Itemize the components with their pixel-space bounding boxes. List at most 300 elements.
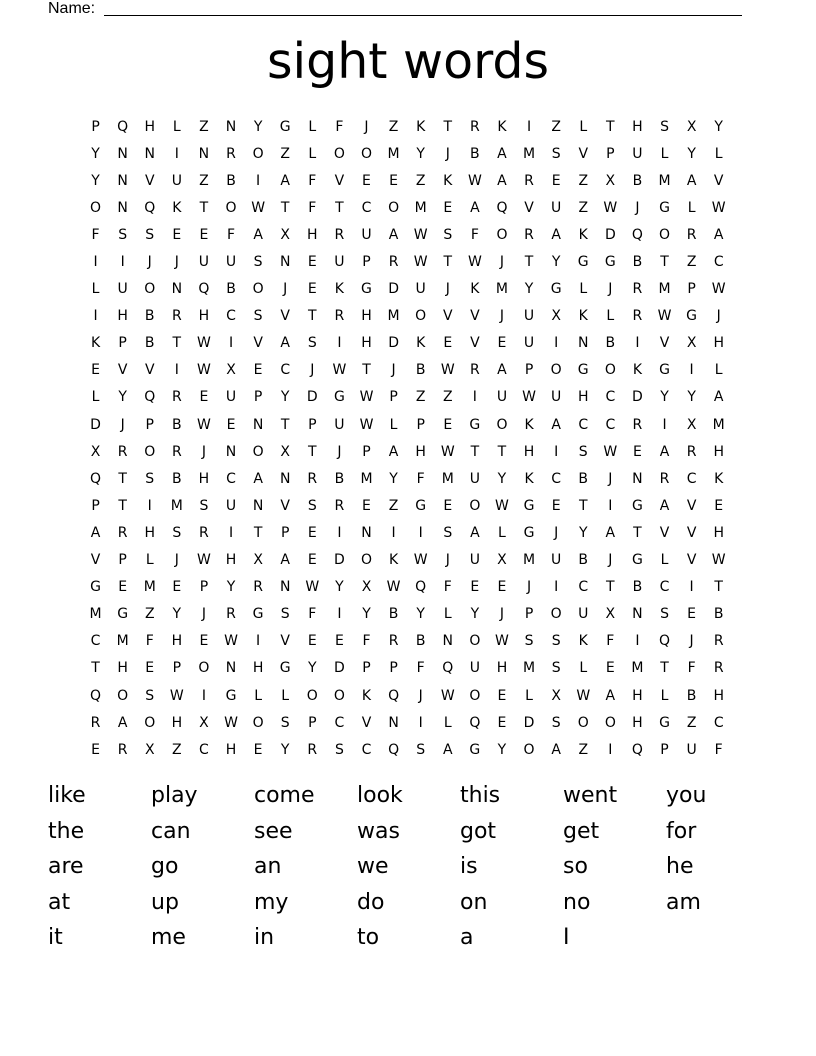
grid-letter: B — [632, 172, 643, 189]
word-list-item: look — [357, 783, 403, 808]
grid-letter: L — [660, 552, 669, 569]
grid-letter: W — [224, 714, 238, 731]
grid-letter: Q — [415, 579, 427, 596]
grid-letter: F — [308, 199, 317, 216]
grid-letter: S — [660, 118, 669, 135]
letter-grid — [82, 113, 732, 763]
grid-letter: H — [632, 687, 643, 704]
grid-letter: G — [523, 497, 535, 514]
grid-letter: T — [199, 199, 209, 216]
grid-letter: R — [334, 226, 345, 243]
grid-letter: R — [199, 524, 209, 541]
word-list-item: the — [48, 818, 85, 844]
word-list-item: am — [666, 889, 701, 915]
grid-letter: W — [711, 199, 726, 216]
grid-letter: C — [686, 470, 697, 487]
name-label: Name: — [48, 0, 96, 17]
grid-letter: A — [551, 741, 561, 758]
grid-letter: R — [632, 281, 643, 298]
grid-letter: T — [335, 199, 344, 216]
grid-letter: Q — [442, 660, 454, 677]
grid-letter: N — [577, 335, 589, 352]
grid-letter: N — [361, 524, 372, 541]
grid-letter: P — [308, 416, 317, 433]
name-line[interactable] — [104, 15, 742, 16]
grid-letter: Z — [686, 254, 697, 271]
grid-letter: R — [632, 308, 643, 325]
grid-letter: E — [632, 443, 642, 460]
grid-letter: L — [443, 606, 452, 623]
grid-letter: R — [117, 741, 128, 758]
grid-letter: Y — [416, 145, 425, 162]
grid-letter: Y — [280, 741, 290, 758]
grid-letter: A — [497, 172, 507, 189]
grid-letter: R — [713, 633, 724, 650]
grid-letter: J — [147, 254, 152, 271]
grid-letter: K — [578, 308, 588, 325]
grid-letter: J — [716, 308, 721, 325]
grid-letter: W — [332, 362, 347, 379]
grid-letter: E — [199, 633, 209, 650]
grid-letter: P — [91, 118, 100, 135]
grid-letter: Q — [90, 470, 102, 487]
word-list-item: are — [48, 854, 84, 879]
grid-letter: R — [388, 254, 399, 271]
grid-letter: N — [225, 660, 237, 677]
grid-letter: O — [496, 226, 508, 243]
grid-letter: U — [171, 172, 182, 189]
grid-letter: K — [632, 362, 643, 379]
grid-letter: R — [171, 443, 182, 460]
grid-letter: X — [253, 552, 263, 569]
grid-letter: A — [686, 172, 697, 189]
grid-letter: Y — [470, 606, 480, 623]
grid-letter: I — [201, 687, 206, 704]
grid-letter: F — [606, 633, 615, 650]
grid-letter: A — [117, 714, 128, 731]
grid-letter: A — [551, 416, 561, 433]
grid-letter: W — [603, 443, 618, 460]
grid-letter: T — [118, 470, 127, 487]
grid-letter: V — [280, 308, 290, 325]
grid-letter: J — [554, 524, 559, 541]
grid-letter: H — [171, 633, 183, 650]
grid-letter: F — [308, 172, 317, 189]
grid-letter: N — [279, 470, 291, 487]
grid-letter: W — [169, 687, 184, 704]
grid-letter: X — [90, 443, 101, 460]
grid-letter: N — [279, 254, 291, 271]
grid-letter: S — [307, 335, 317, 352]
grid-letter: F — [687, 660, 696, 677]
grid-letter: D — [388, 281, 399, 298]
word-list-item: is — [460, 854, 478, 879]
grid-letter: R — [307, 470, 318, 487]
grid-letter: L — [281, 687, 290, 704]
grid-letter: O — [496, 416, 508, 433]
grid-letter: G — [415, 497, 427, 514]
grid-letter: M — [116, 633, 129, 650]
grid-letter: F — [362, 633, 371, 650]
grid-letter: B — [578, 552, 589, 569]
grid-letter: W — [657, 308, 672, 325]
grid-letter: W — [197, 362, 211, 379]
grid-letter: K — [416, 118, 426, 135]
grid-letter: E — [199, 389, 209, 406]
grid-letter: U — [334, 254, 345, 271]
grid-letter: O — [90, 199, 102, 216]
grid-letter: B — [144, 335, 155, 352]
grid-letter: Z — [442, 389, 453, 406]
grid-letter: T — [497, 443, 507, 460]
grid-letter: I — [689, 579, 694, 596]
grid-letter: B — [415, 362, 426, 379]
grid-letter: W — [305, 579, 320, 596]
grid-letter: Y — [335, 579, 344, 596]
grid-letter: U — [496, 389, 508, 406]
grid-letter: L — [660, 687, 669, 704]
grid-letter: I — [526, 118, 532, 135]
grid-letter: O — [144, 714, 156, 731]
grid-letter: M — [495, 281, 508, 298]
grid-letter: J — [635, 199, 640, 216]
grid-letter: Z — [578, 199, 589, 216]
grid-letter: L — [579, 281, 588, 298]
grid-letter: V — [442, 308, 453, 325]
grid-letter: C — [713, 254, 724, 271]
grid-letter: Q — [496, 199, 508, 216]
grid-letter: C — [361, 741, 372, 758]
grid-letter: H — [632, 118, 643, 135]
grid-letter: E — [307, 633, 317, 650]
grid-letter: G — [659, 714, 670, 731]
grid-letter: W — [467, 254, 482, 271]
grid-letter: U — [117, 281, 128, 298]
grid-letter: M — [523, 552, 536, 569]
grid-letter: J — [499, 254, 505, 271]
grid-letter: N — [279, 579, 291, 596]
word-list-item: can — [151, 818, 191, 844]
grid-letter: X — [226, 362, 236, 379]
grid-letter: P — [118, 552, 127, 569]
grid-letter: O — [306, 687, 318, 704]
grid-letter: M — [441, 470, 454, 487]
grid-letter: V — [253, 335, 263, 352]
grid-letter: S — [660, 606, 669, 623]
grid-letter: H — [713, 687, 724, 704]
grid-letter: B — [226, 172, 236, 189]
grid-letter: W — [711, 552, 726, 569]
grid-letter: U — [469, 470, 480, 487]
word-list — [48, 778, 769, 956]
grid-letter: U — [551, 199, 562, 216]
grid-letter: J — [337, 443, 342, 460]
grid-letter: T — [308, 308, 317, 325]
grid-letter: R — [713, 660, 724, 677]
grid-letter: P — [416, 416, 425, 433]
grid-letter: K — [470, 281, 480, 298]
grid-letter: F — [91, 226, 100, 243]
grid-letter: L — [579, 118, 588, 135]
grid-letter: O — [523, 741, 535, 758]
grid-letter: A — [497, 145, 507, 162]
grid-letter: H — [225, 552, 237, 569]
grid-letter: L — [687, 199, 696, 216]
grid-letter: Q — [198, 281, 210, 298]
word-list-item: play — [151, 783, 198, 808]
grid-letter: J — [526, 579, 532, 596]
grid-letter: L — [714, 362, 723, 379]
grid-letter: H — [171, 714, 183, 731]
grid-letter: Y — [687, 145, 696, 162]
grid-letter: N — [632, 606, 643, 623]
grid-letter: T — [606, 579, 615, 596]
grid-letter: N — [252, 416, 264, 433]
grid-letter: T — [633, 524, 642, 541]
word-list-item: he — [666, 854, 694, 879]
grid-letter: U — [225, 497, 237, 514]
grid-letter: J — [689, 633, 694, 650]
grid-letter: B — [632, 254, 643, 271]
grid-letter: V — [659, 524, 670, 541]
grid-letter: A — [442, 741, 453, 758]
grid-letter: E — [714, 497, 724, 514]
grid-letter: V — [470, 308, 480, 325]
grid-letter: Q — [659, 633, 671, 650]
grid-letter: J — [445, 281, 450, 298]
grid-letter: U — [361, 226, 372, 243]
word-list-item: see — [254, 818, 293, 844]
grid-letter: J — [391, 362, 396, 379]
grid-letter: N — [198, 145, 210, 162]
grid-letter: X — [605, 606, 616, 623]
grid-letter: A — [253, 226, 263, 243]
grid-letter: A — [659, 443, 670, 460]
grid-letter: C — [551, 470, 562, 487]
grid-letter: S — [253, 308, 263, 325]
grid-letter: T — [172, 335, 182, 352]
grid-letter: P — [524, 362, 534, 379]
grid-letter: H — [713, 524, 724, 541]
grid-letter: W — [251, 199, 266, 216]
grid-letter: S — [334, 741, 344, 758]
grid-letter: K — [443, 172, 453, 189]
word-list-item: an — [254, 854, 282, 879]
grid-letter: F — [226, 226, 236, 243]
grid-letter: J — [608, 552, 613, 569]
grid-letter: I — [554, 443, 559, 460]
grid-letter: U — [469, 552, 480, 569]
grid-letter: O — [225, 199, 237, 216]
grid-letter: S — [280, 606, 290, 623]
grid-letter: J — [174, 552, 179, 569]
grid-letter: J — [608, 470, 613, 487]
grid-letter: I — [93, 308, 98, 325]
grid-letter: R — [226, 145, 236, 162]
grid-letter: W — [413, 254, 428, 271]
grid-letter: Y — [280, 389, 290, 406]
grid-letter: E — [307, 254, 317, 271]
grid-letter: P — [308, 714, 317, 731]
grid-letter: M — [170, 497, 183, 514]
grid-letter: B — [334, 470, 345, 487]
grid-letter: F — [416, 660, 425, 677]
grid-letter: Y — [714, 118, 723, 135]
grid-letter: V — [361, 714, 372, 731]
grid-letter: I — [554, 579, 559, 596]
word-list-item: do — [357, 889, 385, 915]
grid-letter: G — [659, 362, 670, 379]
grid-letter: L — [579, 660, 588, 677]
grid-letter: C — [90, 633, 101, 650]
grid-letter: A — [605, 687, 616, 704]
grid-letter: A — [280, 335, 290, 352]
grid-letter: E — [91, 741, 100, 758]
grid-letter: L — [498, 524, 506, 541]
grid-letter: G — [577, 362, 589, 379]
grid-letter: R — [659, 470, 670, 487]
grid-letter: C — [199, 741, 209, 758]
grid-letter: P — [524, 606, 534, 623]
grid-letter: I — [418, 714, 423, 731]
grid-letter: E — [172, 226, 182, 243]
grid-letter: E — [307, 524, 317, 541]
grid-letter: F — [145, 633, 154, 650]
grid-letter: L — [308, 118, 317, 135]
grid-letter: A — [551, 226, 561, 243]
grid-letter: A — [713, 389, 724, 406]
grid-letter: X — [497, 552, 507, 569]
grid-letter: R — [117, 443, 128, 460]
word-list-item: this — [460, 783, 501, 808]
grid-letter: S — [145, 226, 155, 243]
grid-letter: P — [91, 497, 100, 514]
grid-letter: N — [225, 118, 237, 135]
grid-letter: C — [361, 199, 372, 216]
grid-letter: W — [711, 281, 726, 298]
grid-letter: L — [525, 687, 533, 704]
grid-letter: D — [334, 660, 345, 677]
grid-letter: J — [283, 281, 288, 298]
grid-letter: X — [686, 118, 697, 135]
grid-letter: Y — [497, 470, 507, 487]
grid-letter: V — [686, 497, 697, 514]
word-list-item: for — [666, 818, 697, 844]
grid-letter: G — [659, 199, 670, 216]
grid-letter: N — [117, 199, 128, 216]
grid-letter: C — [334, 714, 345, 731]
grid-letter: Z — [551, 118, 561, 135]
grid-letter: R — [388, 633, 399, 650]
grid-letter: O — [604, 714, 616, 731]
grid-letter: G — [631, 552, 643, 569]
grid-letter: A — [280, 172, 290, 189]
grid-letter: O — [360, 145, 372, 162]
grid-letter: H — [523, 443, 535, 460]
grid-letter: U — [523, 308, 535, 325]
grid-letter: T — [443, 254, 453, 271]
grid-letter: K — [497, 118, 507, 135]
grid-letter: P — [362, 254, 371, 271]
word-list-item: a — [460, 925, 474, 950]
grid-letter: I — [608, 741, 613, 758]
grid-letter: M — [414, 199, 427, 216]
grid-letter: X — [551, 687, 561, 704]
grid-letter: X — [605, 172, 616, 189]
grid-letter: Y — [660, 389, 669, 406]
grid-letter: I — [174, 362, 179, 379]
grid-letter: J — [201, 443, 206, 460]
grid-letter: C — [659, 579, 670, 596]
grid-letter: E — [443, 416, 453, 433]
grid-letter: E — [362, 497, 371, 514]
grid-letter: O — [415, 308, 427, 325]
grid-letter: X — [199, 714, 209, 731]
grid-letter: W — [495, 633, 509, 650]
grid-letter: D — [604, 226, 616, 243]
grid-letter: B — [578, 470, 589, 487]
grid-letter: O — [252, 443, 264, 460]
grid-letter: S — [145, 470, 155, 487]
grid-letter: R — [469, 362, 480, 379]
grid-letter: W — [359, 416, 374, 433]
grid-letter: Y — [362, 606, 371, 623]
grid-letter: Q — [469, 714, 481, 731]
grid-letter: H — [198, 470, 210, 487]
grid-letter: W — [413, 552, 428, 569]
grid-letter: G — [279, 118, 291, 135]
grid-letter: T — [280, 416, 290, 433]
grid-letter: E — [145, 660, 155, 677]
grid-letter: O — [117, 687, 129, 704]
grid-letter: S — [551, 660, 561, 677]
grid-letter: R — [334, 308, 345, 325]
grid-letter: E — [497, 579, 507, 596]
grid-letter: O — [252, 145, 264, 162]
grid-letter: Y — [118, 389, 127, 406]
grid-letter: H — [117, 660, 128, 677]
grid-letter: A — [470, 524, 480, 541]
word-list-item: my — [254, 889, 289, 915]
grid-letter: C — [713, 714, 724, 731]
grid-letter: P — [280, 524, 290, 541]
grid-letter: O — [604, 362, 616, 379]
grid-letter: P — [687, 281, 696, 298]
grid-letter: O — [144, 281, 156, 298]
grid-letter: R — [226, 606, 236, 623]
grid-letter: O — [252, 714, 264, 731]
grid-letter: V — [524, 199, 534, 216]
word-list-item: at — [48, 889, 71, 915]
grid-letter: N — [144, 145, 155, 162]
grid-letter: E — [307, 552, 317, 569]
grid-letter: G — [252, 606, 264, 623]
grid-letter: D — [306, 389, 318, 406]
grid-letter: G — [90, 579, 101, 596]
grid-letter: J — [120, 416, 125, 433]
grid-letter: M — [89, 606, 102, 623]
grid-letter: Y — [497, 741, 507, 758]
grid-letter: U — [469, 660, 480, 677]
grid-letter: O — [577, 714, 589, 731]
grid-letter: X — [280, 226, 290, 243]
grid-letter: A — [470, 199, 480, 216]
grid-letter: I — [554, 335, 559, 352]
grid-letter: P — [362, 443, 371, 460]
grid-letter: E — [551, 172, 561, 189]
grid-letter: Y — [524, 281, 534, 298]
grid-letter: W — [495, 497, 509, 514]
